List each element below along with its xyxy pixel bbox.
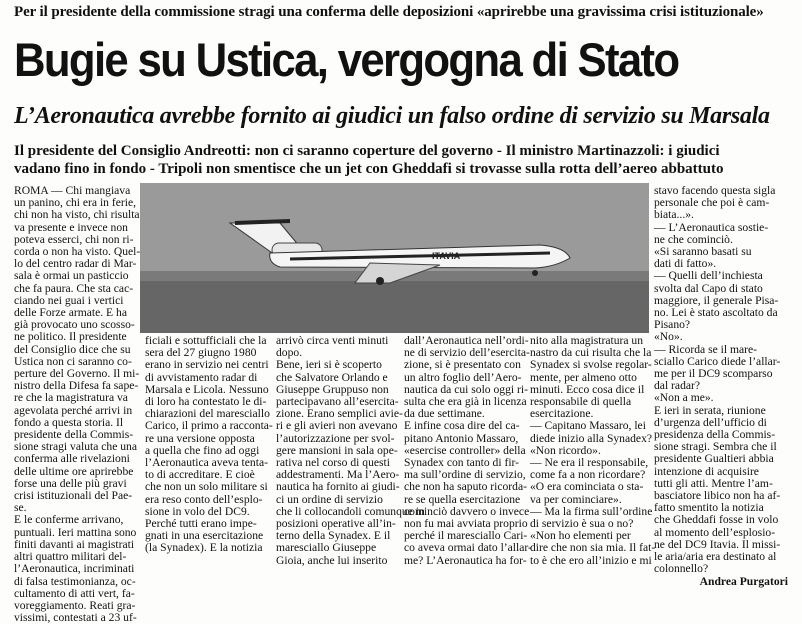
article-line: chiarazioni del maresciallo (145, 407, 270, 421)
article-line: — Ne era il responsabile, (530, 456, 649, 470)
article-line: Marsala e Licola. Nessuno (145, 382, 269, 396)
article-line: vissimi, contestati a 23 uf- (14, 611, 137, 624)
article-line: «No». (654, 330, 683, 344)
article-line: to di accreditare. E cioè (145, 468, 255, 482)
article-line: «Si saranno basati su (654, 245, 752, 259)
article-line: ci un ordine di servizio (276, 492, 383, 506)
article-line: erano in servizio nei centri (145, 358, 269, 372)
article-line: ne politico. Il presidente (14, 330, 127, 344)
article-line: di servizio è sua o no? (530, 517, 634, 531)
article-column-3 (276, 334, 425, 567)
article-line: ne del DC9 Itavia. Il missi- (654, 537, 781, 551)
article-line: che li collocandoli comunque in (276, 504, 425, 518)
dc9-airplane-icon (140, 183, 649, 333)
airplane-photo (140, 183, 649, 333)
article-line: se. (14, 501, 27, 515)
article-line: E ieri in serata, riunione (654, 403, 766, 417)
subheadline: L’Aeronautica avrebbe fornito ai giudici un falso ordine di servizio su Marsala (14, 103, 770, 129)
article-line: del Consiglio dice che su (14, 342, 131, 356)
airplane-livery-text: ITAVIA (432, 251, 461, 261)
article-line: Pisano? (654, 318, 691, 332)
article-line: finiti davanti ai magistrati (14, 537, 135, 551)
article-line: mente, per almeno otto (530, 370, 637, 384)
article-line: ne che cominciò. (654, 232, 733, 246)
article-line: responsabile di quella (530, 395, 632, 409)
article-line: biata...». (654, 208, 694, 222)
article-line: dire che non sia mia. Il fat- (530, 541, 656, 555)
article-line: addestramenti. Ma l’Aero- (276, 468, 400, 482)
article-line: conferma alle rivelazioni (14, 452, 130, 466)
article-line: «esercise controller» della (404, 443, 526, 457)
article-line: no. Lei è stato ascoltato da (654, 306, 778, 320)
summary-line: vadano fino in fondo - Tripoli non smentisce che un jet con Gheddafi si trovasse sulla rotta dell’aereo abbattuto (14, 161, 724, 177)
author-byline: Andrea Purgatori (699, 574, 788, 588)
article-line: va presente e invece non (14, 220, 128, 234)
article-line: re se quella esercitazione (404, 492, 521, 506)
article-line: personale che poi è cam- (654, 196, 770, 210)
article-line: di avvistamento radar di (145, 370, 258, 384)
article-line: delle Forze armate. E ha (14, 306, 127, 320)
article-line: sulta che era già in licenza (404, 395, 527, 409)
article-line: — L’Aeronautica sostie- (654, 220, 769, 234)
article-line: me? L’Aeronautica ha for- (404, 553, 527, 567)
article-line: co aveva ormai dato l’allar- (404, 541, 532, 555)
article-line: ne di servizio dell’esercita- (404, 346, 530, 360)
article-line: Synadex si svolse regolar- (530, 358, 652, 372)
article-line: dati di fatto». (654, 257, 717, 271)
article-line: perture del Governo. Il mi- (14, 367, 140, 381)
article-line: fondo a questa storia. Il (14, 415, 124, 429)
article-line: tutti gli atti. Mentre l’am- (654, 476, 773, 490)
article-column-1 (14, 185, 141, 624)
article-line: puntuali. Ieri mattina sono (14, 525, 137, 539)
article-line: lo del centro radar di Mar- (14, 257, 137, 271)
article-line: altri quattro militari del- (14, 550, 127, 564)
article-column-2 (145, 334, 273, 555)
article-line: basciatore libico non ha af- (654, 489, 781, 503)
article-line: pitano Antonio Massaro, (404, 431, 519, 445)
article-line: arrivò circa venti minuti (276, 334, 389, 347)
article-line: stavo facendo questa sigla (654, 184, 776, 197)
article-line: colonnello? (654, 562, 709, 576)
article-line: zione. Erano semplici avie- (276, 407, 403, 421)
article-line: va per cominciare». (530, 492, 622, 506)
summary-line: Il presidente del Consiglio Andreotti: non ci saranno coperture del governo - Il ministro Martinazzoli: i giudici (14, 143, 720, 159)
article-line: sione in volo del DC9. (145, 504, 250, 518)
article-line: partecipavano all’esercita- (276, 395, 399, 409)
article-line: che Gheddafi fosse in volo (654, 513, 779, 527)
article-line: dall’Aeronautica nell’ordi- (404, 334, 529, 347)
article-line: «Non a me». (654, 391, 714, 405)
article-line: d’urgenza dell’ufficio di (654, 415, 767, 429)
article-line: diede inizio alla Synadex? (530, 431, 653, 445)
article-line: to è che ero all’inizio e mi (530, 553, 652, 567)
article-line: zione, si è presentato con (404, 358, 521, 372)
article-line: da due settimane. (404, 407, 485, 421)
article-line: (la Synadex). E la notizia (145, 541, 263, 555)
article-line: forse una delle più gravi (14, 476, 127, 490)
article-line: che Salvatore Orlando e (276, 370, 388, 384)
summary (14, 142, 794, 178)
article-line: era reso conto dell’esplo- (145, 492, 263, 506)
article-line: sione stragi. Sembra che il (654, 440, 777, 454)
article-line: Carico, il primo a racconta- (145, 419, 273, 433)
article-line: nito alla magistratura un (530, 334, 644, 347)
article-line: non fu mai avviata proprio (404, 517, 528, 531)
article-line: maresciallo Giuseppe (276, 541, 377, 555)
article-line: nautica da cui solo oggi ri- (404, 382, 528, 396)
article-line: me per il DC9 scomparso (654, 367, 773, 381)
article-line: le aria/aria era destinato al (654, 550, 777, 564)
article-column-5 (530, 334, 656, 567)
kicker: Per il presidente della commissione stragi una conferma delle deposizioni «aprirebbe una gravissima crisi istituzionale» (14, 4, 764, 20)
article-line: dal radar? (654, 379, 701, 393)
article-line: un panino, chi era in ferie, (14, 196, 137, 210)
article-line: rativa nel corso di questi (276, 456, 390, 470)
article-line: intenzione di acquisire (654, 464, 759, 478)
article-line: Ustica non ci saranno co- (14, 354, 132, 368)
article-line: presidente Gualtieri abbia (654, 452, 774, 466)
article-line: Synadex con tanto di fir- (404, 456, 520, 470)
article-line: re che la magistratura va (14, 391, 128, 405)
article-line: l’Aeronautica aveva tenta- (145, 456, 268, 470)
article-line: Giuseppe Gruppuso non (276, 382, 389, 396)
article-line: «Non ho elementi per (530, 529, 631, 543)
article-line: delle ultime ore aprirebbe (14, 464, 134, 478)
article-line: — Ma la firma sull’ordine (530, 504, 653, 518)
article-line: l’Aeronautica, incriminati (14, 562, 135, 576)
article-line: fatto smentito la notizia (654, 501, 764, 515)
article-line: a quella che fino ad oggi (145, 443, 260, 457)
article-line: al momento dell’esplosio- (654, 525, 776, 539)
article-line: presidenza della Commis- (654, 428, 776, 442)
article-line: posizioni operative all’in- (276, 517, 396, 531)
article-column-6 (654, 185, 794, 588)
article-line: ri e gli avieri non avevano (276, 419, 398, 433)
article-line: svolta dal Capo di stato (654, 281, 763, 295)
article-line: ciando nei guai i vertici (14, 293, 124, 307)
article-line: sione stragi valuta che una (14, 440, 137, 454)
article-line: nautica ha fornito ai giudi- (276, 480, 400, 494)
article-line: cominciò davvero o invece (404, 504, 530, 518)
article-line: — Ricorda se il mare- (654, 342, 758, 356)
article-line: come fa a non ricordare? (530, 468, 646, 482)
article-line: sera del 27 giugno 1980 (145, 346, 257, 360)
article-line: poteva esserci, chi non ri- (14, 232, 134, 246)
article-line: maggiore, il generale Pisa- (654, 293, 779, 307)
article-line: di loro ha contestato le di- (145, 395, 267, 409)
article-line: agevolata perché arrivi in (14, 403, 133, 417)
article-line: sala è ormai un pasticcio (14, 269, 129, 283)
headline: Bugie su Ustica, vergogna di Stato (14, 33, 679, 86)
article-line: che fa paura. Che sta cac- (14, 281, 134, 295)
article-column-4 (404, 334, 532, 567)
article-line: terno della Synadex. E il (276, 529, 391, 543)
article-line: — Quelli dell’inchiesta (654, 269, 763, 283)
article-line: presidente della Commis- (14, 428, 134, 442)
article-line: gere mansioni in sala ope- (276, 443, 398, 457)
article-line: perché il maresciallo Cari- (404, 529, 528, 543)
article-line: minuti. Ecco cosa dice il (530, 382, 645, 396)
article-line: ficiali e sottufficiali che la (145, 334, 267, 347)
article-line: dopo. (276, 346, 303, 360)
article-line: corda o non ha visto. Quel- (14, 245, 141, 259)
article-line: l’autorizzazione per svol- (276, 431, 395, 445)
article-line: chi non ha visto, chi risulta (14, 208, 140, 222)
article-line: Perché tutti erano impe- (145, 517, 257, 531)
article-line: un altro foglio dell’Aero- (404, 370, 522, 384)
article-line: Bene, ieri si è scoperto (276, 358, 382, 372)
article-line: crisi istituzionali del Pae- (14, 489, 133, 503)
article-line: E infine cosa dire del ca- (404, 419, 520, 433)
article-line: cultamento di atti vert, fa- (14, 586, 135, 600)
article-line: ma sull’ordine di servizio, (404, 468, 526, 482)
article-line: gnati in una esercitazione (145, 529, 264, 543)
article-line: Gioia, anche lui inserito (276, 553, 388, 567)
article-line: di falsa testimonianza, oc- (14, 574, 136, 588)
article-line: già provocato uno scosso- (14, 318, 135, 332)
article-line: che non ha saputo ricorda- (404, 480, 527, 494)
article-line: sciallo Carico diede l’allar- (654, 354, 781, 368)
article-line: nastro da cui risulta che la (530, 346, 652, 360)
article-line: voreggiamento. Reati gra- (14, 598, 136, 612)
article-line: esercitazione. (530, 407, 594, 421)
article-line: nistro della Difesa fa sape- (14, 379, 139, 393)
article-line: re una versione opposta (145, 431, 255, 445)
article-line: «O era cominciata o sta- (530, 480, 644, 494)
article-line: — Capitano Massaro, lei (530, 419, 646, 433)
article-line: «Non ricordo». (530, 443, 601, 457)
article-line: che non un solo militare si (145, 480, 268, 494)
article-line: ROMA — Chi mangiava (14, 184, 131, 197)
article-line: E le conferme arrivano, (14, 513, 124, 527)
